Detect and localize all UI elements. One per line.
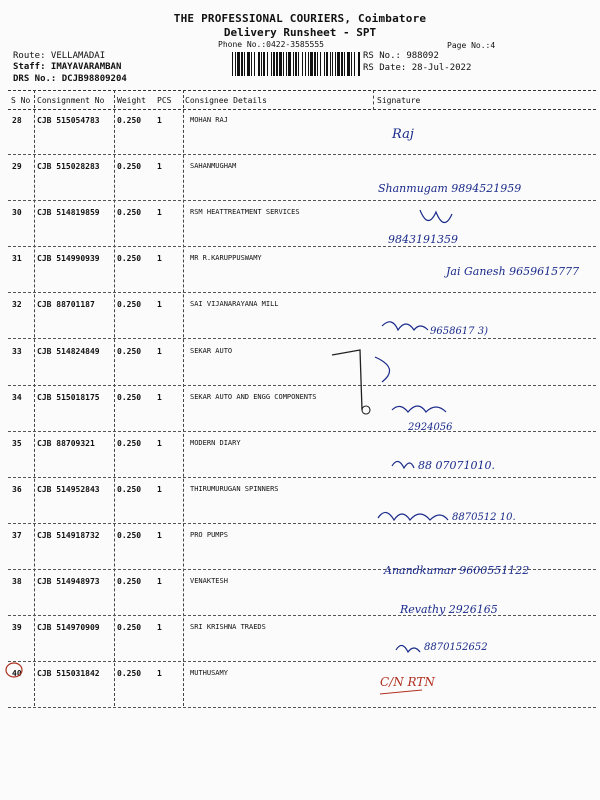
- signature-text: 2924056: [408, 422, 453, 433]
- signature-text: Anandkumar 9600551122: [384, 564, 530, 577]
- row-sno: 31: [12, 254, 22, 263]
- row-consignee-name: MR R.KARUPPUSWAMY: [190, 254, 262, 262]
- row-sno: 37: [12, 531, 22, 540]
- signature-text: 8870512 10.: [452, 512, 516, 523]
- row-separator: [8, 385, 596, 386]
- company-title: THE PROFESSIONAL COURIERS, Coimbatore: [173, 12, 427, 25]
- row-consignee-name: MODERN DIARY: [190, 439, 241, 447]
- col-header-weight: Weight: [117, 96, 146, 105]
- row-sno: 33: [12, 347, 22, 356]
- signature-text: Jai Ganesh 9659615777: [446, 265, 580, 278]
- row-pcs: 1: [157, 254, 162, 263]
- row-separator: [8, 200, 596, 201]
- row-consignee-name: MOHAN RAJ: [190, 116, 228, 124]
- row-separator: [8, 615, 596, 616]
- row-weight: 0.250: [117, 208, 142, 217]
- row-sno: 38: [12, 577, 22, 586]
- row-consignee-name: SRI KRISHNA TRAEDS: [190, 623, 266, 631]
- row-sno: 36: [12, 485, 22, 494]
- row-separator: [8, 477, 596, 478]
- row-pcs: 1: [157, 623, 162, 632]
- header-bottom-rule: [8, 109, 596, 110]
- row-consignment-no: CJB 514990939: [37, 254, 100, 263]
- row-consignment-no: CJB 514970909: [37, 623, 100, 632]
- col-header-pcs: PCS: [157, 96, 172, 105]
- row-weight: 0.250: [117, 577, 142, 586]
- row-sno: 30: [12, 208, 22, 217]
- row-separator: [8, 246, 596, 247]
- row-weight: 0.250: [117, 485, 142, 494]
- barcode-image: [232, 52, 360, 76]
- signature-scribble-row-36: [378, 512, 448, 520]
- signature-text: 9658617 3): [430, 326, 488, 337]
- row-pcs: 1: [157, 208, 162, 217]
- row-consignee-name: VENAKTESH: [190, 577, 228, 585]
- rs-number: RS No.: 988092: [363, 51, 439, 61]
- signature-scribble-row-35: [392, 461, 414, 468]
- route-label: Route: VELLAMADAI: [13, 51, 106, 61]
- drs-number: DRS No.: DCJB98809204: [13, 74, 127, 84]
- col-header-consignment: Consignment No: [37, 96, 105, 105]
- col-header-signature: Signature: [377, 96, 421, 105]
- row-pcs: 1: [157, 116, 162, 125]
- header-top-rule: [8, 90, 596, 91]
- row-weight: 0.250: [117, 116, 142, 125]
- row-consignment-no: CJB 88701187: [37, 300, 95, 309]
- col-header-sno: S No: [11, 96, 31, 105]
- row-separator: [8, 523, 596, 524]
- row-consignment-no: CJB 514824849: [37, 347, 100, 356]
- row-pcs: 1: [157, 162, 162, 171]
- phone-number: Phone No.:0422-3585555: [218, 40, 324, 49]
- row-consignment-no: CJB 514819859: [37, 208, 100, 217]
- row-pcs: 1: [157, 439, 162, 448]
- row-separator: [8, 431, 596, 432]
- row-weight: 0.250: [117, 393, 142, 402]
- row-consignment-no: CJB 88709321: [37, 439, 95, 448]
- col-divider: [373, 90, 374, 110]
- row-consignee-name: THIRUMURUGAN SPINNERS: [190, 485, 279, 493]
- signature-text: 9843191359: [388, 233, 458, 246]
- pen-mark-dot: [362, 406, 370, 414]
- row-sno: 34: [12, 393, 22, 402]
- row-separator: [8, 338, 596, 339]
- row-consignee-name: MUTHUSAMY: [190, 669, 228, 677]
- signature-text: Revathy 2926165: [400, 603, 498, 616]
- runsheet-subtitle: Delivery Runsheet - SPT: [223, 26, 377, 39]
- signature-text: Raj: [392, 127, 414, 142]
- row-weight: 0.250: [117, 300, 142, 309]
- staff-label: Staff: IMAYAVARAMBAN: [13, 62, 122, 72]
- row-sno: 39: [12, 623, 22, 632]
- row-consignment-no: CJB 515031842: [37, 669, 100, 678]
- row-consignment-no: CJB 514952843: [37, 485, 100, 494]
- row-pcs: 1: [157, 393, 162, 402]
- signature-text: 8870152652: [424, 642, 488, 653]
- row-consignment-no: CJB 515018175: [37, 393, 100, 402]
- row-consignee-name: PRO PUMPS: [190, 531, 228, 539]
- pen-mark-bracket: [332, 350, 362, 410]
- row-weight: 0.250: [117, 254, 142, 263]
- row-separator: [8, 707, 596, 708]
- signature-scribble-row-32: [382, 322, 428, 330]
- row-consignment-no: CJB 514918732: [37, 531, 100, 540]
- signature-text: 88 07071010.: [418, 459, 495, 472]
- row-pcs: 1: [157, 485, 162, 494]
- row-weight: 0.250: [117, 439, 142, 448]
- row-consignee-name: SEKAR AUTO: [190, 347, 233, 355]
- row-consignee-name: SEKAR AUTO AND ENGG COMPONENTS: [190, 393, 317, 401]
- signature-scribble-row-34: [392, 406, 446, 412]
- row-pcs: 1: [157, 347, 162, 356]
- signature-text: Shanmugam 9894521959: [378, 182, 522, 195]
- row-separator: [8, 292, 596, 293]
- row-pcs: 1: [157, 531, 162, 540]
- rs-date: RS Date: 28-Jul-2022: [363, 63, 472, 73]
- row-sno: 29: [12, 162, 22, 171]
- row-pcs: 1: [157, 669, 162, 678]
- row-consignee-name: RSM HEATTREATMENT SERVICES: [190, 208, 300, 216]
- col-divider: [183, 90, 184, 706]
- col-divider: [114, 90, 115, 706]
- row-weight: 0.250: [117, 623, 142, 632]
- row-sno: 40: [12, 669, 22, 678]
- row-weight: 0.250: [117, 669, 142, 678]
- col-divider: [34, 90, 35, 706]
- row-sno: 35: [12, 439, 22, 448]
- pen-mark-underline: [380, 690, 422, 694]
- row-consignee-name: SAI VIJANARAYANA MILL: [190, 300, 279, 308]
- page-number: Page No.:4: [447, 41, 496, 50]
- pen-mark-curve: [375, 357, 390, 382]
- row-sno: 28: [12, 116, 22, 125]
- row-weight: 0.250: [117, 531, 142, 540]
- col-header-consignee: Consignee Details: [185, 96, 267, 105]
- row-pcs: 1: [157, 300, 162, 309]
- row-pcs: 1: [157, 577, 162, 586]
- row-weight: 0.250: [117, 162, 142, 171]
- row-weight: 0.250: [117, 347, 142, 356]
- row-consignment-no: CJB 515054783: [37, 116, 100, 125]
- signature-scribble-row-39: [396, 645, 420, 652]
- row-separator: [8, 154, 596, 155]
- signature-text: C/N RTN: [380, 675, 435, 689]
- row-consignment-no: CJB 515028283: [37, 162, 100, 171]
- row-consignee-name: SAHANMUGHAM: [190, 162, 237, 170]
- row-separator: [8, 661, 596, 662]
- signature-scribble-row-30: [420, 210, 452, 223]
- row-sno: 32: [12, 300, 22, 309]
- row-consignment-no: CJB 514948973: [37, 577, 100, 586]
